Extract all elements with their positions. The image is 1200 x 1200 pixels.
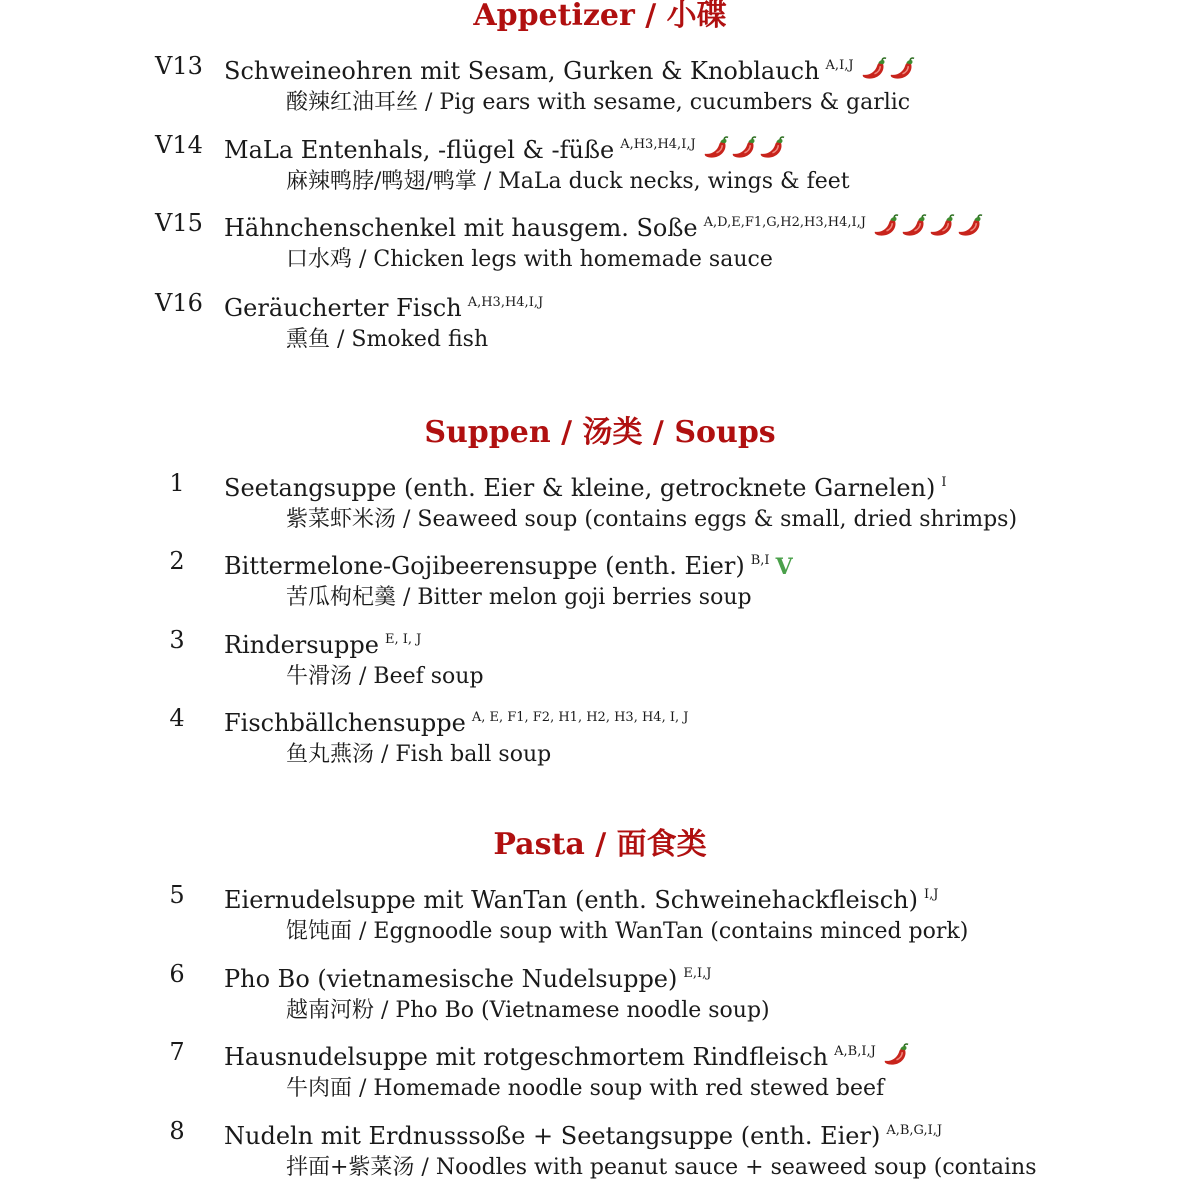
item-name-cn-en: 口水鸡 / Chicken legs with homemade sauce <box>286 247 773 272</box>
item-name-cn-en: 熏鱼 / Smoked fish <box>286 327 489 352</box>
item-name-de <box>224 208 984 245</box>
item-name-de <box>224 959 711 994</box>
chili-pepper-icon <box>860 57 887 81</box>
menu-item-v15 <box>0 208 1200 288</box>
menu-item-5 <box>0 880 1200 960</box>
item-name-cn-en: 鱼丸燕汤 / Fish ball soup <box>286 742 552 767</box>
allergen-codes: E, I, J <box>384 632 422 647</box>
item-number: 5 <box>169 881 185 909</box>
chili-pepper-icon <box>888 57 915 81</box>
item-name-text: Hausnudelsuppe mit rotgeschmortem Rindfleisch <box>224 1043 829 1071</box>
allergen-codes: A,H3,H4,I,J <box>467 295 544 310</box>
section-title-pasta: Pasta / 面食类 <box>493 827 707 862</box>
item-number: 3 <box>169 626 185 654</box>
item-number: V15 <box>155 209 203 237</box>
allergen-codes: I,J <box>923 887 939 902</box>
allergen-codes: B,I <box>750 553 770 568</box>
allergen-codes: E,I,J <box>683 966 712 981</box>
item-name-cn-en: 牛滑汤 / Beef soup <box>286 664 484 689</box>
item-name-cn-en: 苦瓜枸杞羹 / Bitter melon goji berries soup <box>286 585 752 610</box>
allergen-codes: A, E, F1, F2, H1, H2, H3, H4, I, J <box>471 710 689 725</box>
item-name-text: MaLa Entenhals, -flügel & -füße <box>224 136 615 164</box>
item-number: V16 <box>155 289 203 317</box>
chili-pepper-icon <box>730 136 757 160</box>
item-number: 1 <box>169 469 185 497</box>
allergen-codes: A,I,J <box>825 58 854 73</box>
item-number: 8 <box>169 1117 185 1145</box>
spicy-level <box>860 57 916 88</box>
menu-item-2 <box>0 546 1200 626</box>
item-name-text: Nudeln mit Erdnusssoße + Seetangsuppe (enth. Eier) <box>224 1122 881 1150</box>
item-name-text: Rindersuppe <box>224 631 379 659</box>
item-name-text: Hähnchenschenkel mit hausgem. Soße <box>224 214 698 242</box>
item-name-text: Geräucherter Fisch <box>224 294 462 322</box>
item-name-cn-en: 麻辣鸭脖/鸭翅/鸭掌 / MaLa duck necks, wings & feet <box>286 169 850 194</box>
menu-item-6 <box>0 959 1200 1039</box>
item-name-cn-en: 酸辣红油耳丝 / Pig ears with sesame, cucumbers & garlic <box>286 90 911 115</box>
item-name-cn-en: 越南河粉 / Pho Bo (Vietnamese noodle soup) <box>286 998 770 1023</box>
item-name-de <box>224 130 786 167</box>
chili-pepper-icon <box>872 214 899 238</box>
menu-item-3 <box>0 625 1200 705</box>
menu-item-v16 <box>0 288 1200 368</box>
item-name-text: Fischbällchensuppe <box>224 709 466 737</box>
item-number: V13 <box>155 52 203 80</box>
item-name-cn-en: 馄饨面 / Eggnoodle soup with WanTan (contains minced pork) <box>286 919 969 944</box>
item-number: V14 <box>155 131 203 159</box>
allergen-codes: A,H3,H4,I,J <box>620 137 696 152</box>
menu-item-4 <box>0 703 1200 783</box>
item-name-cn-en: 牛肉面 / Homemade noodle soup with red stewed beef <box>286 1076 885 1101</box>
menu-item-1 <box>0 468 1200 548</box>
section-title-appetizer: Appetizer / 小碟 <box>473 0 727 33</box>
chili-pepper-icon <box>900 214 927 238</box>
item-name-de <box>224 468 947 503</box>
item-name-de <box>224 1116 942 1151</box>
chili-pepper-icon <box>882 1043 909 1067</box>
item-name-text: Schweineohren mit Sesam, Gurken & Knoblauch <box>224 57 820 85</box>
chili-pepper-icon <box>928 214 955 238</box>
item-name-de <box>224 625 421 660</box>
item-name-text: Bittermelone-Gojibeerensuppe (enth. Eier) <box>224 552 745 580</box>
item-name-de <box>224 546 793 582</box>
item-name-de <box>224 880 938 915</box>
item-number: 7 <box>169 1038 185 1066</box>
item-name-text: Pho Bo (vietnamesische Nudelsuppe) <box>224 965 678 993</box>
spicy-level <box>702 136 786 167</box>
chili-pepper-icon <box>702 136 729 160</box>
menu-item-7 <box>0 1037 1200 1117</box>
chili-pepper-icon <box>956 214 983 238</box>
chili-pepper-icon <box>758 136 785 160</box>
item-name-de <box>224 703 688 738</box>
item-number: 2 <box>169 547 185 575</box>
item-number: 4 <box>169 704 185 732</box>
item-name-de <box>224 288 543 323</box>
item-name-cn-en: 拌面+紫菜汤 / Noodles with peanut sauce + seaweed soup (contains <box>286 1155 1037 1180</box>
allergen-codes: A,B,I,J <box>834 1044 876 1059</box>
item-name-text: Eiernudelsuppe mit WanTan (enth. Schweinehackfleisch) <box>224 886 918 914</box>
item-name-text: Seetangsuppe (enth. Eier & kleine, getrocknete Garnelen) <box>224 474 936 502</box>
item-name-de <box>224 51 916 88</box>
section-title-soups: Suppen / 汤类 / Soups <box>424 415 776 450</box>
menu-item-v14 <box>0 130 1200 210</box>
allergen-codes: I <box>941 475 947 490</box>
spicy-level <box>882 1043 910 1074</box>
item-name-cn-en: 紫菜虾米汤 / Seaweed soup (contains eggs & small, dried shrimps) <box>286 507 1018 532</box>
item-number: 6 <box>169 960 185 988</box>
item-name-de <box>224 1037 910 1074</box>
menu-item-v13 <box>0 51 1200 131</box>
spicy-level <box>872 214 984 245</box>
vegetarian-badge: V <box>775 554 793 580</box>
allergen-codes: A,B,G,I,J <box>886 1123 943 1138</box>
allergen-codes: A,D,E,F1,G,H2,H3,H4,I,J <box>703 215 867 230</box>
menu-item-8 <box>0 1116 1200 1196</box>
